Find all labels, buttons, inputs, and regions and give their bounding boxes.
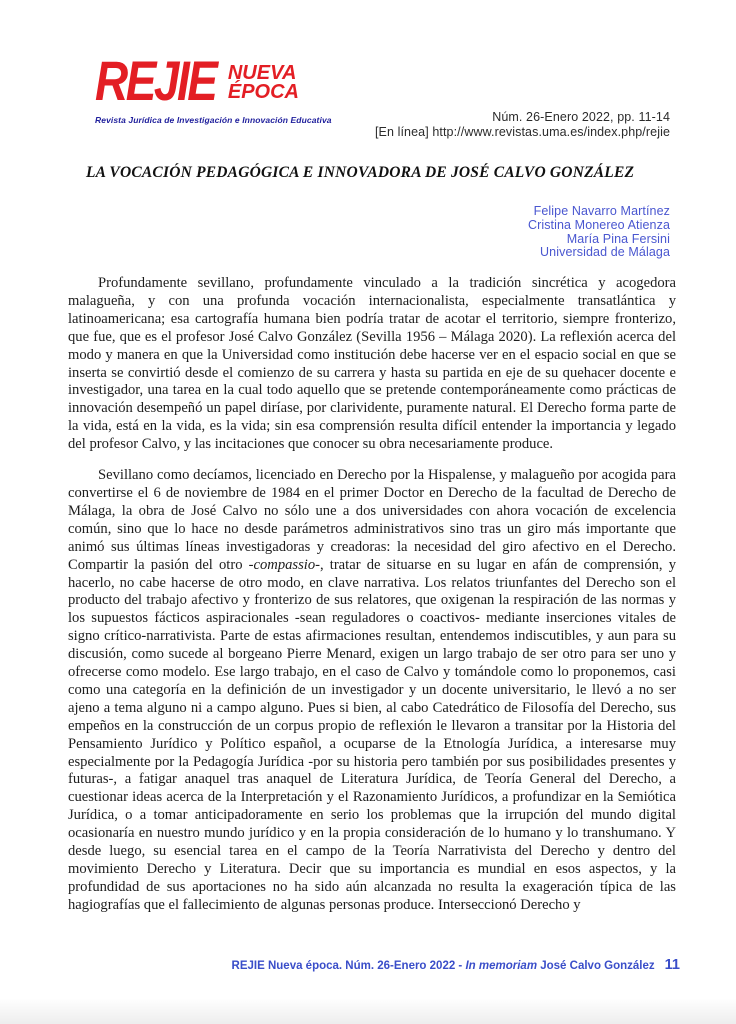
running-footer-text: REJIE Nueva época. Núm. 26-Enero 2022 - In memoriam José Calvo González xyxy=(231,960,655,972)
logo-suffix-line2: ÉPOCA xyxy=(227,81,299,103)
paragraph-1: Profundamente sevillano, profundamente vinculado a la tradición sincrética y acogedora malagueña, y con una profunda vocación internacionalista, especialmente transatlántica y latinoamericana; esa cartografía humana bien podría tratar de acotar el territorio, siempre fronterizo, que fue, que es el profesor José Calvo González (Sevilla 1956 – Málaga 2020). La reflexión acerca del modo y manera en que la Universidad como institución debe hacerse ver en el espacio social en que se inserta se convirtió desde el comienzo de su carrera y hasta su partida en eje de su quehacer docente e investigador, una tarea en la cual todo aquello que se pretende contemporáneamente como prácticas de innovación desempeñó un papel diríase, por clarividente, puramente natural. El Derecho forma parte de la vida, está en la vida, es la vida; sin esa comprensión resulta difícil entender la importancia y legado del profesor Calvo, y las incitaciones que conocer su obra necesariamente produce. xyxy=(68,275,676,453)
page-footer xyxy=(232,957,680,973)
online-url-line: [En línea] http://www.revistas.uma.es/index.php/rejie xyxy=(374,124,670,139)
issue-info-block xyxy=(375,110,670,139)
rejie-logo xyxy=(95,49,332,125)
logo-nueva-epoca-text xyxy=(228,64,299,102)
logo-tagline: Revista Jurídica de Investigación e Innovación Educativa xyxy=(95,115,332,125)
logo-suffix-line1: NUEVA xyxy=(227,62,297,84)
page-number: 11 xyxy=(664,957,680,973)
article-body xyxy=(68,275,676,956)
issue-number-line: Núm. 26-Enero 2022, pp. 11-14 xyxy=(492,110,670,124)
author-affiliation: Universidad de Málaga xyxy=(540,245,670,260)
author-name: Cristina Monereo Atienza xyxy=(527,217,670,232)
author-name: Felipe Navarro Martínez xyxy=(533,204,670,218)
author-name: María Pina Fersini xyxy=(566,231,670,246)
page-bottom-shade xyxy=(0,998,736,1024)
author-block xyxy=(528,205,670,260)
article-title: LA VOCACIÓN PEDAGÓGICA E INNOVADORA DE JOSÉ CALVO GONZÁLEZ xyxy=(86,164,635,181)
logo-row xyxy=(95,49,332,112)
logo-brand-text: REJIE xyxy=(95,49,216,112)
paragraph-2: Sevillano como decíamos, licenciado en Derecho por la Hispalense, y malagueño por acogida para convertirse el 6 de noviembre de 1984 en el primer Doctor en Derecho de la facultad de Derecho de Málaga, la obra de José Calvo no sólo une a dos universidades con ahora vocación de excelencia común, sino que lo hace no desde parámetros administrativos sino tras un giro más importante que animó sus últimas líneas investigadoras y creadoras: la necesidad del giro afectivo en el Derecho. Compartir la pasión del otro -compassio-, tratar de situarse en su lugar en afán de comprensión, y hacerlo, no cabe hacerse de otro modo, en clave narrativa. Los relatos triunfantes del Derecho son el producto del trabajo afectivo y fronterizo de sus relatores, que oxigenan la respiración de las normas y los supuestos fácticos aspiracionales -sean reguladores o coactivos- mediante inserciones vitales de signo crítico-narrativista. Parte de estas afirmaciones resultan, entendemos indiscutibles, y aun para su discusión, como sucede al borgeano Pierre Menard, exigen un largo trabajo de ser otro para ser uno y ofrecerse como modelo. Ese largo trabajo, en el caso de Calvo y tomándole como lo proponemos, casi como una categoría en la definición de un investigador y un docente universitario, le llevó a no ser ajeno a tema alguno ni a campo alguno. Pues si bien, al cabo Catedrático de Filosofía del Derecho, sus empeños en la construcción de un corpus propio de reflexión le llevaron a transitar por la Historia del Pensamiento Jurídico y Político español, a ocuparse de la Etnología Jurídica, a interesarse muy especialmente por la Pedagogía Jurídica -por su historia pero también por sus posibilidades presentes y futuras-, a fatigar anaquel tras anaquel de Literatura Jurídica, de Teoría General del Derecho, a cuestionar ideas acerca de la Interpretación y el Razonamiento Jurídicos, a profundizar en la Semiótica Jurídica, o a tomar anticipadoramente en serio los problemas que la irrupción del mundo digital ocasionaría en nuestro mundo jurídico y en la propia consideración de lo humano y lo transhumano. Y desde luego, su esencial tarea en el campo de la Teoría Narrativista del Derecho y dentro del movimiento Derecho y Literatura. Decir que su importancia es mundial en esos aspectos, y la profundidad de sus aportaciones no ha sido aún alcanzada no resulta la exageración típica de las hagiografías que el fallecimiento de algunas personas produce. Interseccionó Derecho y xyxy=(68,467,676,913)
